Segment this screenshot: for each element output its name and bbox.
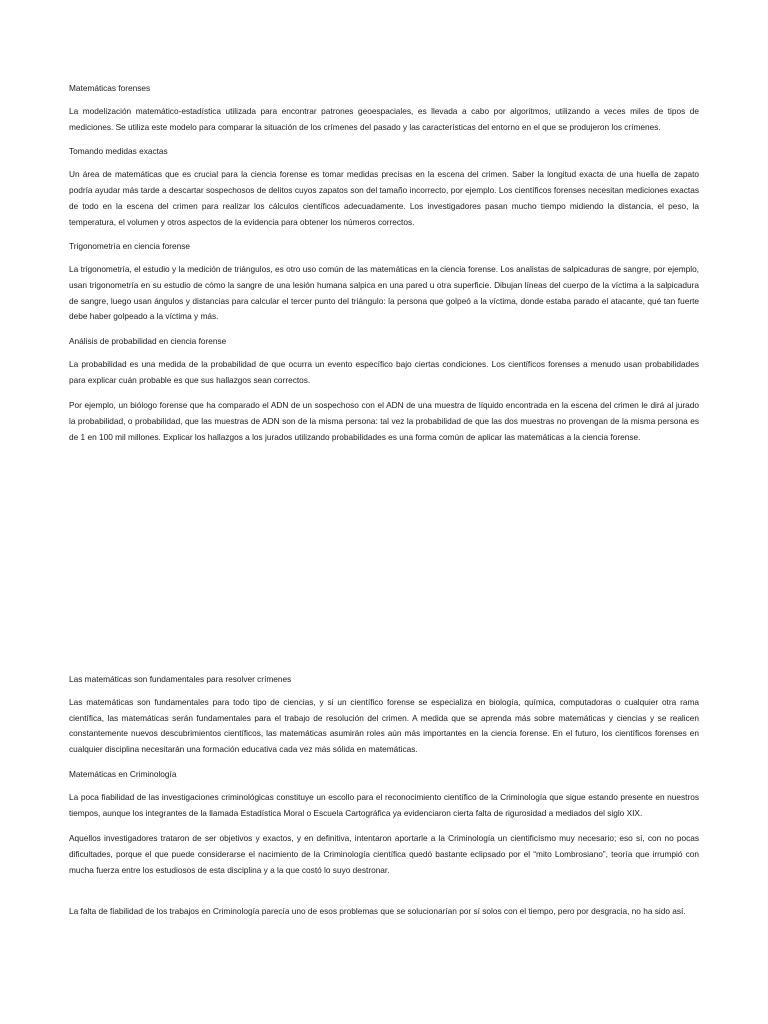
- section-criminology: [69, 673, 699, 920]
- paragraph-falta-fiabilidad: La falta de fiabilidad de los trabajos en Criminología parecía uno de esos problemas que se solucionarían por sí solos con el tiempo, pero por desgracia, no ha sido así.: [69, 906, 686, 917]
- heading-criminologia: Matemáticas en Criminología: [69, 768, 177, 779]
- paragraph-investigadores: Aquellos investigadores trataron de ser objetivos y exactos, y en definitiva, intentaron aportarle a la Criminología un cientificísmo muy necesario; eso sí, con no pocas dificultades, porque el que puede considerarse el nacimiento de la Criminología científica quedó bastante eclipsado por el “mito Lombrosiano”, teoría que irrumpió con mucha fuerza entre los estudiosos de esta disciplina y a la que costó lo suyo destronar.: [69, 833, 699, 875]
- heading-tomando-medidas: Tomando medidas exactas: [69, 146, 168, 157]
- heading-matematicas-fundamentales: Las matemáticas son fundamentales para resolver crímenes: [69, 674, 292, 684]
- paragraph-fiabilidad: La poca fiabilidad de las investigaciones criminológicas constituye un escollo para el reconocimiento científico de la Criminología que sigue estando presente en nuestros tiempos, aunque los integrantes de la llamada Estadística Moral o Escuela Cartográfica ya evidenciaron cierta falta de rigurosidad a mediados del siglo XIX.: [69, 791, 699, 818]
- paragraph-modelizacion: La modelización matemático-estadística utilizada para encontrar patrones geoespaciales, es llevada a cabo por algoritmos, utilizando a veces miles de tipos de mediciones. Se utiliza este modelo para comparar la situación de los crímenes del pasado y las características del entorno en el que se produjeron los crímenes.: [69, 106, 699, 132]
- paragraph-trigonometria: La trigonometría, el estudio y la medición de triángulos, es otro uso común de las matemáticas en la ciencia forense. Los analistas de salpicaduras de sangre, por ejemplo, usan trigonometría en su estudio de cómo la sangre de una lesión humana salpica en una pared u otra superficie. Dibujan líneas del cuerpo de la víctima a la salpicadura de sangre, luego usan ángulos y distancias para calcular el tercer punto del triángulo: la persona que golpeó a la víctima, donde estaba parado el atacante, qué tan fuerte debe haber golpeado a la víctima y más.: [69, 264, 699, 322]
- paragraph-medidas-exactas: Un área de matemáticas que es crucial para la ciencia forense es tomar medidas precisas en la escena del crimen. Saber la longitud exacta de una huella de zapato podría ayudar más tarde a descartar sospechosos de delitos cuyos zapatos son del tamaño incorrecto, por ejemplo. Los científicos forenses necesitan mediciones exactas de todo en la escena del crimen para realizar los cálculos científicos adecuadamente. Los investigadores pasan mucho tiempo midiendo la distancia, el peso, la temperatura, el volumen y otros aspectos de la evidencia para obtener los números correctos.: [69, 169, 699, 227]
- section-forensic-math: [69, 82, 699, 446]
- paragraph-adn-ejemplo: Por ejemplo, un biólogo forense que ha comparado el ADN de un sospechoso con el ADN de una muestra de líquido encontrada en la escena del crimen le dirá al jurado la probabilidad, o probabilidad, que las muestras de ADN son de la misma persona: tal vez la probabilidad de que las dos muestras no provengan de la misma persona es de 1 en 100 mil millones. Explicar los hallazgos a los jurados utilizando probabilidades es una forma común de aplicar las matemáticas a la ciencia forense.: [69, 400, 699, 442]
- paragraph-probabilidad: La probabilidad es una medida de la probabilidad de que ocurra un evento específico bajo ciertas condiciones. Los científicos forenses a menudo usan probabilidades para explicar cuán probable es que sus hallazgos sean correctos.: [69, 359, 699, 385]
- heading-probabilidad: Análisis de probabilidad en ciencia forense: [69, 336, 227, 347]
- heading-trigonometria: Trigonometría en ciencia forense: [69, 241, 190, 252]
- heading-matematicas-forenses: Matemáticas forenses: [69, 83, 151, 93]
- paragraph-fundamentales: Las matemáticas son fundamentales para todo tipo de ciencias, y si un científico forense se especializa en biología, química, computadoras o cualquier otra rama científica, las matemáticas serán fundamentales para el trabajo de resolución del crimen. A medida que se aprenda más sobre matemáticas y ciencias y se realicen constantemente nuevos descubrimientos científicos, las matemáticas asumirán roles aún más importantes en la ciencia forense. En el futuro, los científicos forenses en cualquier disciplina necesitarán una formación educativa cada vez más sólida en matemáticas.: [69, 697, 699, 755]
